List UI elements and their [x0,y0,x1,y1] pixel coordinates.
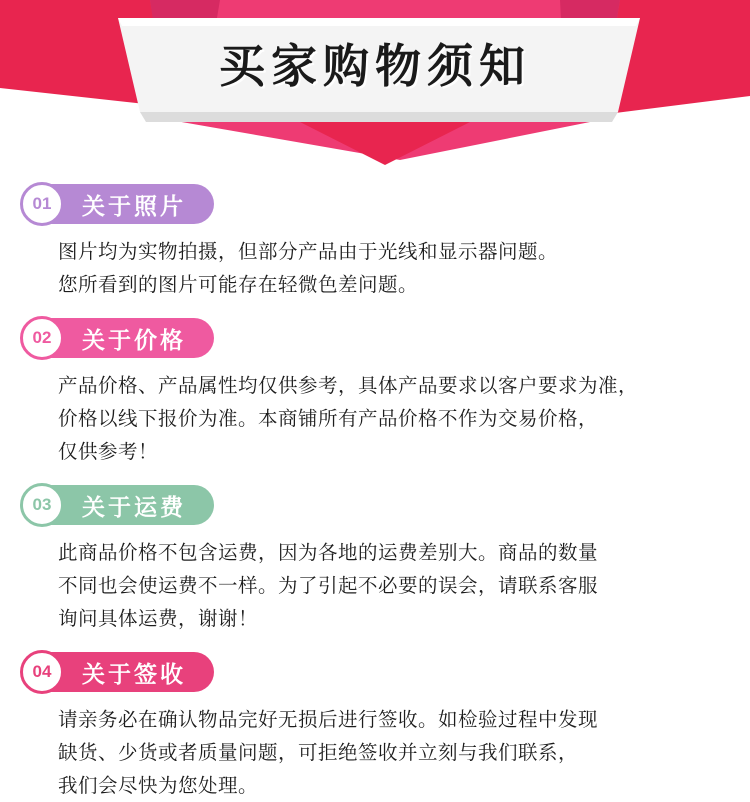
section-heading: 关于签收 [82,661,186,688]
page-banner [0,0,750,165]
section-pill [24,318,214,358]
section-pill [24,184,214,224]
section-number-badge: 02 [20,316,64,360]
section-photos [0,181,750,301]
section-header [0,649,750,695]
section-pill [24,652,214,692]
body-line: 缺货、少货或者质量问题，可拒绝签收并立刻与我们联系， [58,741,579,764]
body-line: 我们会尽快为您处理。 [58,774,259,797]
section-header [0,181,750,227]
section-heading: 关于照片 [82,193,186,220]
notice-sections [0,165,750,802]
body-line: 价格以线下报价为准。本商铺所有产品价格不作为交易价格， [58,407,599,430]
body-line: 询问具体运费，谢谢！ [58,607,259,630]
section-pill [24,485,214,525]
section-body [0,703,750,802]
body-line: 您所看到的图片可能存在轻微色差问题。 [58,273,419,296]
section-shipping [0,482,750,635]
section-heading: 关于价格 [82,327,186,354]
section-number-badge: 04 [20,650,64,694]
body-line: 仅供参考！ [58,440,159,463]
body-line: 不同也会使运费不一样。为了引起不必要的误会，请联系客服 [58,574,599,597]
section-body [0,235,750,301]
section-price [0,315,750,468]
body-line: 此商品价格不包含运费，因为各地的运费差别大。商品的数量 [58,541,599,564]
section-number-badge: 01 [20,182,64,226]
section-header [0,482,750,528]
body-line: 图片均为实物拍摄，但部分产品由于光线和显示器问题。 [58,240,559,263]
section-header [0,315,750,361]
section-heading: 关于运费 [82,494,186,521]
section-body [0,536,750,635]
body-line: 请亲务必在确认物品完好无损后进行签收。如检验过程中发现 [58,708,599,731]
section-body [0,369,750,468]
section-number-badge: 03 [20,483,64,527]
body-line: 产品价格、产品属性均仅供参考，具体产品要求以客户要求为准， [58,374,639,397]
banner-title: 买家购物须知 [219,39,531,93]
section-receipt [0,649,750,802]
